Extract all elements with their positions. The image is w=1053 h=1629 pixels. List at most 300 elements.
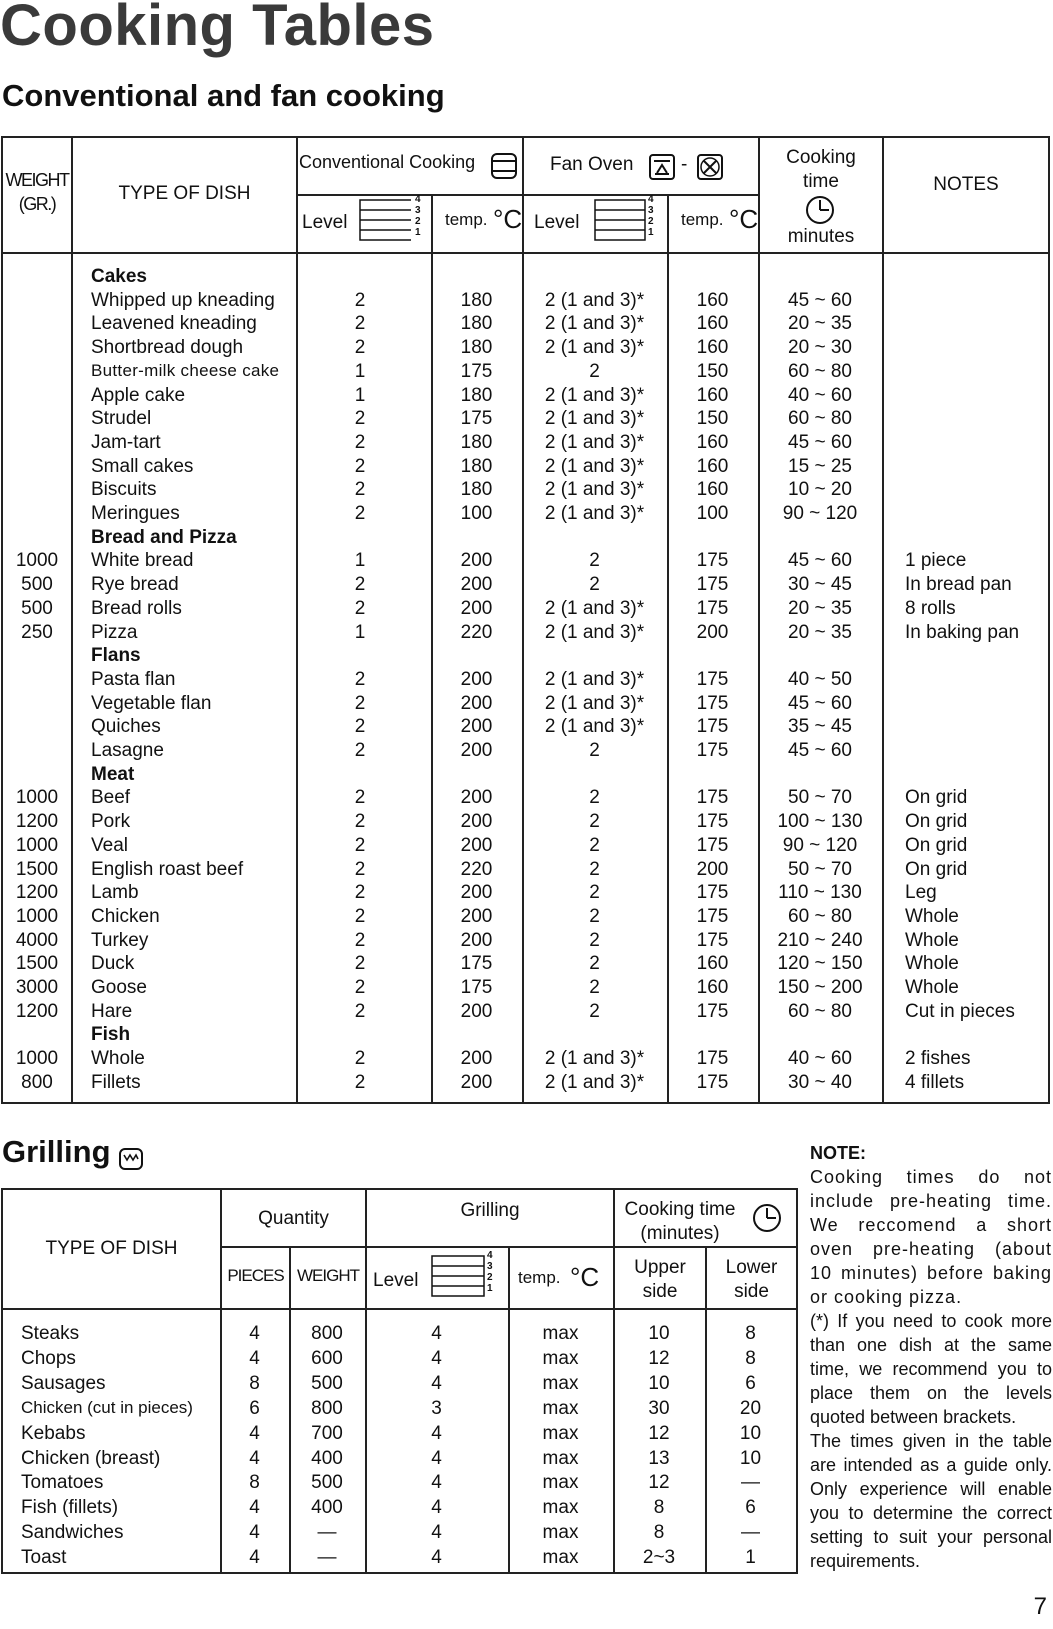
fan-temp-cell: 175 — [696, 597, 729, 619]
dish-cell: Jam-tart — [91, 431, 161, 453]
grill-level-cell: 4 — [431, 1347, 442, 1369]
fan-level-cell: 2 (1 and 3)* — [544, 455, 645, 477]
weight-cell: 1200 — [15, 811, 59, 833]
grill-temp-cell: max — [542, 1472, 579, 1494]
row-divider — [3, 1308, 796, 1310]
grilling-header: Grilling — [460, 1200, 520, 1221]
grill-level-cell: 4 — [431, 1547, 442, 1569]
upper-side-cell: 10 — [648, 1323, 670, 1344]
cooking-time-cell: 50 ~ 70 — [788, 787, 852, 809]
dish-cell: Lamb — [91, 882, 139, 904]
conventional-temp-cell: 180 — [460, 384, 493, 406]
note-paragraph-3: The times given in the table are intended as a guide only. Only experience will enable you to determine the correct setting to suit your personal requirements. — [810, 1431, 1052, 1571]
grill-level-cell: 4 — [431, 1522, 442, 1544]
fan-level-digits: 4 3 2 1 — [648, 194, 654, 238]
cooking-time-cell: 45 ~ 60 — [788, 692, 852, 714]
weight-cell: 1000 — [15, 787, 59, 809]
fan-temp-cell: 175 — [696, 574, 729, 596]
weight-cell: 500 — [21, 597, 53, 619]
cooking-time-cell: 100 ~ 130 — [777, 811, 863, 833]
conventional-level-cell: 2 — [354, 574, 366, 596]
dish-cell: Pasta flan — [91, 668, 176, 690]
pieces-cell: 4 — [249, 1447, 260, 1469]
upper-side-cell: 12 — [648, 1422, 670, 1444]
fan-temp-cell: 175 — [696, 834, 729, 856]
section-title: Conventional and fan cooking — [2, 78, 445, 113]
fan-level-cell: 2 — [589, 953, 600, 975]
fan-temp-cell: 175 — [696, 905, 729, 927]
pieces-header: PIECES — [227, 1266, 284, 1285]
conventional-temp-cell: 200 — [460, 740, 493, 761]
table-row — [3, 622, 1052, 646]
grill-dish-cell: Chicken (breast) — [21, 1447, 161, 1469]
conventional-level-cell: 2 — [354, 479, 366, 501]
fan-level-cell: 2 (1 and 3)* — [544, 503, 645, 524]
cooking-time-cell: 20 ~ 35 — [788, 313, 852, 335]
category-row — [3, 527, 1052, 551]
type-of-dish-header: TYPE OF DISH — [118, 183, 251, 204]
level-digits: 4 3 2 1 — [415, 194, 421, 238]
grill-weight-cell: — — [317, 1547, 337, 1569]
grill-level-digits: 4 3 2 1 — [487, 1250, 493, 1294]
dish-cell: Strudel — [91, 408, 152, 430]
cooking-time-header: Cooking time — [786, 147, 856, 192]
grill-table-row — [3, 1423, 800, 1448]
grill-celsius-label: °C — [570, 1262, 600, 1292]
weight-cell: 1200 — [15, 882, 59, 904]
table-row — [3, 977, 1052, 1001]
cooking-time-cell: 20 ~ 35 — [788, 621, 852, 643]
grill-weight-cell: 500 — [311, 1372, 343, 1394]
conventional-temp-cell: 175 — [460, 953, 493, 975]
notes-cell: On grid — [905, 858, 968, 880]
fan-temp-cell: 200 — [696, 621, 729, 643]
cooking-time-cell: 20 ~ 30 — [788, 337, 852, 359]
table-row — [3, 835, 1052, 859]
page-title: Cooking Tables — [0, 0, 435, 58]
table-row — [3, 787, 1052, 811]
notes-cell: Cut in pieces — [905, 1000, 1015, 1022]
conventional-temp-cell: 175 — [460, 360, 493, 382]
conventional-level-cell: 1 — [354, 360, 366, 382]
dish-cell: White bread — [91, 550, 194, 572]
conventional-level-cell: 2 — [354, 740, 366, 761]
fan-level-cell: 2 (1 and 3)* — [544, 597, 645, 619]
dish-cell: Beef — [91, 787, 131, 809]
dish-cell: Bread rolls — [91, 597, 182, 619]
grilling-title: Grilling — [2, 1134, 111, 1169]
table-row — [3, 503, 1052, 527]
conventional-temp-cell: 200 — [460, 787, 493, 809]
grill-table-row — [3, 1472, 800, 1497]
category-row — [3, 764, 1052, 788]
dish-cell: Small cakes — [91, 455, 194, 477]
cooking-time-cell: 60 ~ 80 — [788, 360, 852, 382]
grill-temp-label: temp. — [518, 1268, 561, 1287]
quantity-header: Quantity — [258, 1208, 329, 1229]
dish-cell: Apple cake — [91, 384, 186, 406]
table-row — [3, 598, 1052, 622]
grill-level-cell: 4 — [431, 1447, 442, 1469]
notes-cell: 4 fillets — [905, 1071, 965, 1093]
dish-cell: English roast beef — [91, 858, 244, 880]
conventional-level-cell: 2 — [354, 834, 366, 856]
cooking-time-cell: 60 ~ 80 — [788, 1000, 852, 1022]
conventional-level-cell: 2 — [354, 977, 366, 998]
lower-side-cell: 8 — [745, 1347, 756, 1369]
grill-weight-cell: — — [317, 1522, 337, 1544]
grill-temp-cell: max — [542, 1497, 579, 1519]
table-row — [3, 811, 1052, 835]
note-heading: NOTE: — [810, 1143, 866, 1163]
cooking-time-cell: 45 ~ 60 — [788, 289, 852, 311]
level-label: Level — [302, 212, 348, 233]
dish-cell: Veal — [91, 834, 128, 856]
grill-shelf-levels-icon — [431, 1250, 493, 1298]
fan-icon — [696, 153, 724, 181]
category-label: Bread and Pizza — [91, 526, 237, 548]
dish-cell: Pizza — [91, 621, 138, 643]
notes-cell: Whole — [905, 977, 959, 998]
grill-dish-cell: Steaks — [21, 1323, 80, 1344]
cooking-time-cell: 40 ~ 60 — [788, 384, 852, 406]
conventional-temp-cell: 175 — [460, 977, 493, 998]
cooking-time-cell: 30 ~ 40 — [788, 1071, 852, 1093]
table-row — [3, 716, 1052, 740]
conventional-level-cell: 2 — [354, 289, 366, 311]
cooking-time-cell: 110 ~ 130 — [778, 882, 862, 904]
grill-level-cell: 4 — [431, 1497, 442, 1519]
cooking-time-cell: 45 ~ 60 — [788, 740, 852, 761]
conventional-temp-cell: 200 — [460, 574, 493, 596]
pieces-cell: 4 — [249, 1347, 260, 1369]
conventional-level-cell: 2 — [354, 929, 366, 951]
celsius-label: °C — [493, 204, 523, 234]
fan-level-cell: 2 — [589, 574, 600, 596]
cooking-time-cell: 10 ~ 20 — [788, 479, 852, 501]
notes-cell: In bread pan — [905, 574, 1012, 596]
table-row — [3, 882, 1052, 906]
row-divider — [220, 1246, 796, 1248]
dish-cell: Whipped up kneading — [91, 289, 275, 311]
dish-cell: Whole — [91, 1048, 145, 1070]
grill-dish-cell: Chops — [21, 1347, 76, 1369]
cooking-time-cell: 15 ~ 25 — [788, 455, 852, 477]
cooking-time-cell: 60 ~ 80 — [788, 905, 852, 927]
weight-header: WEIGHT — [297, 1266, 359, 1285]
grill-dish-cell: Sandwiches — [21, 1522, 124, 1544]
table-row — [3, 290, 1052, 314]
grill-table-row — [3, 1522, 800, 1547]
weight-cell: 3000 — [15, 977, 59, 998]
fan-temp-cell: 175 — [696, 787, 729, 809]
conventional-temp-cell: 100 — [460, 503, 493, 524]
note-paragraph-2: (*) If you need to cook more than one dish at the same time, we recommend you to place them on the levels quoted between brackets. — [810, 1311, 1052, 1427]
table-row — [3, 953, 1052, 977]
fan-level-cell: 2 (1 and 3)* — [544, 668, 645, 690]
fan-level-cell: 2 — [589, 977, 600, 998]
conventional-temp-cell: 180 — [460, 337, 493, 359]
fan-temp-cell: 160 — [696, 479, 729, 501]
grill-cooking-time-header: Cooking time (minutes) — [624, 1199, 736, 1244]
conventional-oven-icon — [490, 152, 518, 180]
cooking-time-cell: 90 ~ 120 — [782, 503, 858, 524]
weight-cell: 1000 — [15, 834, 59, 856]
conventional-level-cell: 2 — [354, 668, 366, 690]
fan-level-cell: 2 — [589, 360, 600, 382]
upper-side-cell: 12 — [648, 1347, 670, 1369]
grill-type-of-dish-header: TYPE OF DISH — [45, 1238, 178, 1259]
table-row — [3, 313, 1052, 337]
table-row — [3, 906, 1052, 930]
conventional-temp-cell: 200 — [460, 834, 493, 856]
fan-temp-cell: 160 — [696, 953, 729, 975]
fan-level-cell: 2 (1 and 3)* — [544, 384, 645, 406]
weight-cell: 1500 — [15, 953, 59, 975]
table-row — [3, 408, 1052, 432]
grill-clock-icon — [752, 1203, 782, 1233]
notes-cell: Leg — [905, 882, 937, 904]
grill-level-cell: 4 — [431, 1422, 442, 1444]
conventional-level-cell: 2 — [354, 716, 366, 738]
conventional-temp-cell: 200 — [460, 929, 493, 951]
conventional-temp-cell: 220 — [460, 621, 493, 643]
upper-side-cell: 30 — [648, 1397, 670, 1419]
grill-level-cell: 4 — [431, 1323, 442, 1344]
fan-temp-cell: 160 — [696, 313, 729, 335]
upper-side-cell: 2~3 — [642, 1547, 676, 1569]
conventional-level-cell: 2 — [354, 882, 366, 904]
grill-level-cell: 4 — [431, 1372, 442, 1394]
fan-temp-cell: 150 — [696, 360, 729, 382]
lower-side-cell: 6 — [745, 1372, 756, 1394]
category-label: Cakes — [91, 266, 147, 287]
dish-cell: Lasagne — [91, 740, 164, 761]
note-block — [810, 1141, 1052, 1573]
weight-cell: 250 — [21, 621, 53, 643]
conventional-level-cell: 2 — [354, 455, 366, 477]
fan-temp-cell: 175 — [696, 811, 729, 833]
lower-side-cell: 1 — [745, 1547, 756, 1569]
table-row — [3, 1048, 1052, 1072]
note-paragraph-1: Cooking times do not include pre-heating time. We reccomend a short oven pre-heating (about 10 minutes) before baking or cooking pizza. — [810, 1167, 1052, 1307]
table-row — [3, 1001, 1052, 1025]
conventional-level-cell: 2 — [354, 811, 366, 833]
conventional-temp-cell: 200 — [460, 597, 493, 619]
fan-level-cell: 2 — [589, 882, 600, 904]
fan-temp-cell: 100 — [696, 503, 729, 524]
dish-cell: Leavened kneading — [91, 313, 257, 335]
upper-side-cell: 12 — [648, 1472, 670, 1494]
grill-table-row — [3, 1348, 800, 1373]
fan-celsius-label: °C — [729, 204, 759, 234]
table-row — [3, 361, 1052, 385]
conventional-temp-cell: 200 — [460, 1071, 493, 1093]
notes-cell: 2 fishes — [905, 1048, 971, 1070]
conventional-level-cell: 2 — [354, 787, 366, 809]
row-divider — [296, 194, 758, 196]
fan-temp-cell: 175 — [696, 1000, 729, 1022]
upper-side-cell: 13 — [648, 1447, 670, 1469]
table-row — [3, 550, 1052, 574]
conventional-level-cell: 2 — [354, 408, 366, 430]
conventional-level-cell: 2 — [354, 905, 366, 927]
dish-cell: Hare — [91, 1000, 133, 1022]
table-row — [3, 574, 1052, 598]
dish-cell: Meringues — [91, 503, 180, 524]
category-row — [3, 1024, 1052, 1048]
dish-cell: Shortbread dough — [91, 337, 244, 359]
grill-weight-cell: 800 — [311, 1323, 343, 1344]
grill-weight-cell: 400 — [311, 1447, 343, 1469]
page-number: 7 — [1033, 1593, 1047, 1620]
fan-level-cell: 2 — [589, 858, 600, 880]
weight-cell: 1200 — [15, 1000, 59, 1022]
fan-level-cell: 2 (1 and 3)* — [544, 1071, 645, 1093]
dish-cell: Rye bread — [91, 574, 179, 596]
dish-cell: Fillets — [91, 1071, 141, 1093]
grill-table-row — [3, 1398, 800, 1423]
dish-cell: Goose — [91, 977, 147, 998]
grill-temp-cell: max — [542, 1372, 579, 1394]
lower-side-header: Lower side — [725, 1257, 778, 1302]
lower-side-cell: 10 — [739, 1422, 762, 1444]
conventional-temp-cell: 180 — [460, 455, 493, 477]
grill-weight-cell: 700 — [311, 1422, 343, 1444]
conventional-temp-cell: 200 — [460, 668, 493, 690]
fan-temp-cell: 175 — [696, 1071, 729, 1093]
grill-weight-cell: 600 — [311, 1347, 343, 1369]
weight-cell: 500 — [21, 574, 53, 596]
dish-cell: Vegetable flan — [91, 692, 212, 714]
fan-temp-cell: 175 — [696, 716, 729, 738]
conventional-level-cell: 1 — [354, 550, 366, 572]
pieces-cell: 6 — [249, 1397, 260, 1419]
fan-level-cell: 2 (1 and 3)* — [544, 621, 645, 643]
notes-cell: Whole — [905, 905, 959, 927]
conventional-level-cell: 2 — [354, 597, 366, 619]
grill-temp-cell: max — [542, 1397, 579, 1419]
fan-level-cell: 2 — [589, 550, 600, 572]
weight-cell: 1000 — [15, 550, 59, 572]
weight-header: WEIGHT (GR.) — [5, 170, 69, 214]
notes-cell: On grid — [905, 811, 968, 833]
fan-temp-cell: 200 — [696, 858, 729, 880]
conventional-temp-cell: 220 — [460, 858, 493, 880]
conventional-level-cell: 2 — [354, 1071, 366, 1093]
conventional-level-cell: 2 — [354, 692, 366, 714]
fan-shelf-levels-icon — [594, 194, 654, 242]
pieces-cell: 4 — [249, 1522, 260, 1544]
notes-cell: 1 piece — [905, 550, 967, 572]
category-row — [3, 266, 1052, 290]
conventional-temp-cell: 180 — [460, 313, 493, 335]
category-label: Meat — [91, 763, 135, 785]
grill-level-label: Level — [373, 1270, 419, 1291]
upper-side-header: Upper side — [634, 1257, 686, 1302]
cooking-time-cell: 60 ~ 80 — [788, 408, 852, 430]
fan-level-cell: 2 (1 and 3)* — [544, 337, 645, 359]
grill-table-row — [3, 1373, 800, 1398]
weight-cell: 1000 — [15, 905, 59, 927]
table-row — [3, 1072, 1052, 1096]
fan-temp-cell: 160 — [696, 977, 729, 998]
grill-temp-cell: max — [542, 1522, 579, 1544]
grill-dish-cell: Toast — [21, 1547, 67, 1569]
fan-temp-cell: 160 — [696, 431, 729, 453]
grill-temp-cell: max — [542, 1323, 579, 1344]
cooking-time-cell: 150 ~ 200 — [777, 977, 863, 998]
conventional-cooking-header: Conventional Cooking — [299, 152, 476, 172]
weight-cell: 1500 — [15, 858, 59, 880]
conventional-level-cell: 2 — [354, 1000, 366, 1022]
upper-side-cell: 10 — [648, 1372, 670, 1394]
category-label: Flans — [91, 645, 141, 667]
fan-temp-cell: 175 — [696, 668, 729, 690]
grill-level-cell: 3 — [431, 1397, 442, 1419]
notes-cell: On grid — [905, 834, 968, 856]
cooking-time-cell: 30 ~ 45 — [788, 574, 852, 596]
grill-icon — [118, 1147, 144, 1171]
pieces-cell: 4 — [249, 1497, 260, 1519]
fan-temp-cell: 175 — [696, 929, 729, 951]
dish-cell: Turkey — [91, 929, 149, 951]
grill-temp-cell: max — [542, 1547, 579, 1569]
conventional-level-cell: 2 — [354, 953, 366, 975]
conventional-temp-cell: 200 — [460, 716, 493, 738]
upper-side-cell: 8 — [653, 1522, 665, 1544]
fan-level-cell: 2 (1 and 3)* — [544, 692, 645, 714]
cooking-time-cell: 35 ~ 45 — [788, 716, 852, 738]
conventional-temp-cell: 180 — [460, 289, 493, 311]
fan-level-label: Level — [534, 212, 580, 233]
fan-temp-label: temp. — [681, 210, 724, 229]
fan-temp-cell: 150 — [696, 408, 729, 430]
fan-level-cell: 2 (1 and 3)* — [544, 716, 645, 738]
table-row — [3, 432, 1052, 456]
cooking-time-cell: 90 ~ 120 — [782, 834, 858, 856]
dash: - — [681, 154, 688, 175]
conventional-temp-cell: 200 — [460, 882, 493, 904]
conventional-temp-cell: 200 — [460, 692, 493, 714]
lower-side-cell: — — [741, 1472, 760, 1494]
grill-temp-cell: max — [542, 1447, 579, 1469]
grill-table-row — [3, 1448, 800, 1473]
fan-temp-cell: 175 — [696, 740, 729, 761]
fan-temp-cell: 160 — [696, 384, 729, 406]
row-divider — [3, 252, 1048, 254]
conventional-level-cell: 2 — [354, 337, 366, 359]
weight-cell: 1000 — [15, 1048, 59, 1070]
dish-cell: Duck — [91, 953, 135, 975]
cooking-time-cell: 45 ~ 60 — [788, 431, 852, 453]
grill-weight-cell: 800 — [311, 1397, 343, 1419]
fan-temp-cell: 160 — [696, 289, 729, 311]
dish-cell: Chicken — [91, 905, 160, 927]
grill-table-row — [3, 1547, 800, 1572]
grill-weight-cell: 400 — [311, 1497, 343, 1519]
fan-temp-cell: 175 — [696, 692, 729, 714]
shelf-levels-icon — [359, 194, 421, 242]
grill-temp-cell: max — [542, 1347, 579, 1369]
fan-level-cell: 2 — [589, 1000, 600, 1022]
conventional-level-cell: 2 — [354, 503, 366, 524]
weight-cell: 800 — [21, 1071, 53, 1093]
table-row — [3, 456, 1052, 480]
fan-level-cell: 2 — [589, 929, 600, 951]
lower-side-cell: 8 — [745, 1323, 756, 1344]
notes-cell: On grid — [905, 787, 968, 809]
